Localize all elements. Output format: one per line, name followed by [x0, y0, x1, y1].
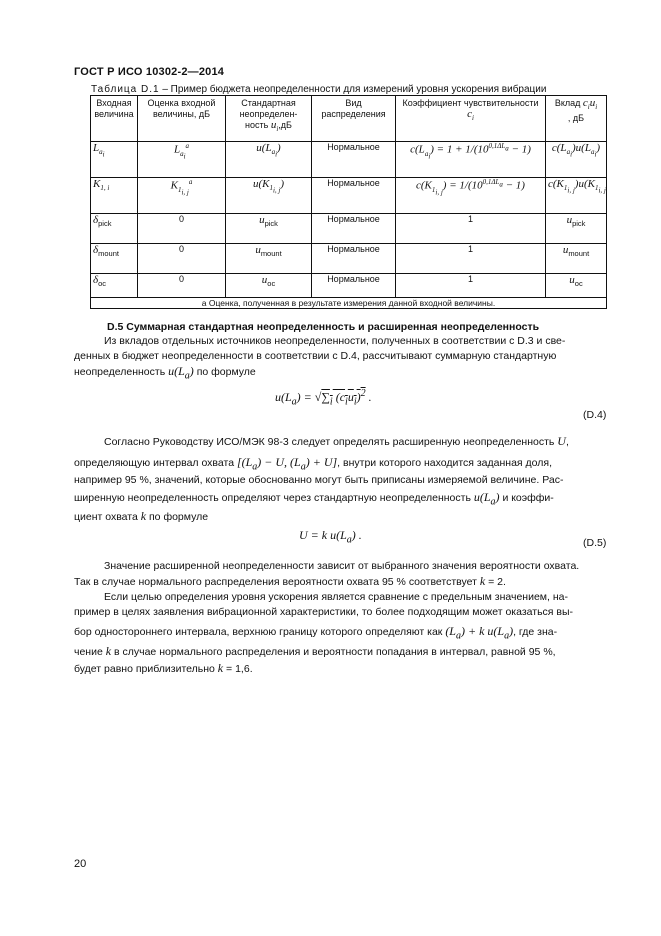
uncertainty-budget-table — [90, 95, 607, 309]
p4-line-b: пример в целях заявления вибрационной характеристики, то более подходящим может оказаться вы- — [74, 606, 574, 618]
cell-contrib-oc: $u_{ос}$ — [546, 274, 607, 298]
table-row — [91, 178, 607, 214]
p2-line-a: Согласно Руководству ИСО/МЭК 98-3 следует определять расширенную неопределенность U, — [104, 434, 569, 448]
p4-text-e: чение — [74, 646, 103, 658]
p4-line-e — [74, 644, 556, 660]
col-header-sensitivity — [396, 96, 546, 142]
p2-text-b: определяющую интервал охвата — [74, 457, 235, 469]
col-header-estimate: Оценка входной величины, дБ — [138, 96, 226, 142]
col3-symbol: $u_i$ — [270, 119, 279, 134]
cell-estimate-pick: 0 — [138, 214, 226, 244]
p2-text-e: ширенную неопределенность определяют через стандартную неопределенность — [74, 492, 471, 504]
col3-part2: ность — [245, 120, 269, 130]
p2-text-g: циент охвата — [74, 511, 138, 523]
p4-text-c: бор одностороннего интервала, верхнюю границу которого определяют как — [74, 626, 443, 638]
page-number: 20 — [74, 858, 87, 870]
table-caption-label: Таблица D.1 — [91, 84, 160, 95]
col-header-input: Входная величина — [91, 96, 138, 142]
formula-u-La-2: $u(L_a)$ — [473, 490, 500, 508]
table-header-row — [91, 96, 607, 142]
cell-symbol-oc: $\delta_{ос}$ — [91, 274, 138, 298]
col3-part1: Стандартная неопределен- — [239, 98, 298, 119]
p1-text-c: неопределенность — [74, 366, 166, 378]
p4-text-d: , где зна- — [513, 626, 558, 638]
cell-coef-K: $c(K_{1_{i, j}}) = 1/(10^{0,1\Delta L_a} - 1)$ — [396, 178, 546, 214]
table-row — [91, 214, 607, 244]
formula-d4: $u(L_a) = √\sum_i$ $(c_iu_i)^2$ . — [275, 388, 372, 408]
paragraph-3 — [74, 559, 615, 590]
table-footnote: а Оценка, полученная в результате измерения данной входной величины. — [91, 298, 607, 309]
cell-uncertainty-La: $u(L_{a_i})$ — [226, 142, 312, 178]
table-row — [91, 244, 607, 274]
paragraph-1 — [74, 334, 615, 364]
cell-distribution: Нормальное — [312, 178, 396, 214]
col-header-std-uncertainty — [226, 96, 312, 142]
p3-line-b — [74, 574, 615, 590]
p2-text-a: Согласно Руководству ИСО/МЭК 98-3 следует определять расширенную неопределенность — [104, 436, 555, 448]
cell-symbol-K: $K_{1, i}$ — [91, 178, 138, 214]
equation-number-d5: (D.5) — [583, 537, 607, 549]
cell-coef-pick: 1 — [396, 214, 546, 244]
p2-text-c: , внутри которого находится заданная доля, — [337, 457, 552, 469]
cell-distribution: Нормальное — [312, 244, 396, 274]
cell-symbol-La: $L_{a_i}$ — [91, 142, 138, 178]
col6-part1: Вклад — [554, 98, 581, 108]
p4-line-a: Если целью определения уровня ускорения является сравнение с предельным значением, на- — [104, 591, 568, 603]
paragraph-4 — [74, 590, 615, 620]
cell-coef-oc: 1 — [396, 274, 546, 298]
p1-line-c — [74, 364, 256, 383]
formula-upper-bound: $(L_a) + k$ $u(L_a)$ — [445, 624, 514, 642]
cell-symbol-mount: $\delta_{mount}$ — [91, 244, 138, 274]
formula-d5: U = k $u(L_a)$ . — [299, 528, 362, 546]
cell-symbol-pick: $\delta_{pick}$ — [91, 214, 138, 244]
col3-part3: ,дБ — [278, 120, 292, 130]
formula-interval: [$(L_a) - U$, $(L_a) + U$] — [236, 455, 338, 473]
document-header: ГОСТ Р ИСО 10302-2—2014 — [74, 66, 225, 78]
col-header-contribution — [546, 96, 607, 142]
table-caption-text: – Пример бюджета неопределенности для измерений уровня ускорения вибрации — [159, 84, 547, 95]
p2-line-e — [74, 490, 554, 509]
p1-text-d: по формуле — [196, 366, 256, 378]
col6-part2: , дБ — [567, 113, 585, 124]
symbol-k: k — [140, 509, 147, 523]
p1-line-b: денных в бюджет неопределенности в соответствии с D.4, рассчитывают суммарную стандартную — [74, 350, 557, 362]
symbol-k-2: k — [479, 574, 486, 588]
cell-estimate-K: $K_{1_{i, j}}^а$ — [138, 178, 226, 214]
cell-uncertainty-oc: $u_{ос}$ — [226, 274, 312, 298]
symbol-k-3: k — [105, 644, 112, 658]
cell-coef-La: $c(L_{a_i}) = 1 + 1/(10^{0,1\Delta L_a} - 1)$ — [396, 142, 546, 178]
cell-estimate-La: $L_{a_i}^а$ — [138, 142, 226, 178]
symbol-U: U — [557, 434, 566, 448]
p3-text-b: Так в случае нормального распределения вероятности охвата 95 % соответствует — [74, 576, 477, 588]
p2-line-g — [74, 509, 208, 525]
cell-uncertainty-mount: $u_{mount}$ — [226, 244, 312, 274]
symbol-k-4: k — [217, 661, 224, 675]
table-row — [91, 274, 607, 298]
table-footnote-row — [91, 298, 607, 309]
p1-line-a: Из вкладов отдельных источников неопределенности, полученных в соответствии с D.3 и све- — [104, 335, 566, 347]
table-caption — [91, 84, 546, 95]
p4-line-c — [74, 624, 557, 643]
cell-estimate-mount: 0 — [138, 244, 226, 274]
col5-label: Коэффициент чувствительности — [402, 98, 539, 108]
cell-contrib-pick: $u_{pick}$ — [546, 214, 607, 244]
table-row — [91, 142, 607, 178]
cell-contrib-mount: $u_{mount}$ — [546, 244, 607, 274]
cell-uncertainty-pick: $u_{pick}$ — [226, 214, 312, 244]
section-title: D.5 Суммарная стандартная неопределенность и расширенная неопределенность — [107, 321, 540, 333]
p2-text-f: и коэффи- — [502, 492, 554, 504]
equation-number-d4: (D.4) — [583, 409, 607, 421]
cell-estimate-oc: 0 — [138, 274, 226, 298]
formula-u-La: $u(L_a)$ — [168, 364, 194, 382]
cell-uncertainty-K: $u(K_{1_{i, j}})$ — [226, 178, 312, 214]
p3-line-a: Значение расширенной неопределенности зависит от выбранного значения вероятности охвата. — [104, 560, 580, 572]
col5-symbol: $c_i$ — [467, 108, 474, 123]
p3-text-c: = 2. — [488, 576, 506, 588]
p4-line-g — [74, 661, 253, 677]
cell-contrib-La: $c(L_{a_i})u(L_{a_i})$ — [546, 142, 607, 178]
cell-contrib-K: $c(K_{1_{i, j}})u(K_{1_{i, j}}$ — [546, 178, 607, 214]
cell-distribution: Нормальное — [312, 214, 396, 244]
cell-coef-mount: 1 — [396, 244, 546, 274]
col6-symbol: $c_iu_i$ — [582, 97, 598, 112]
p4-text-h: = 1,6. — [226, 663, 253, 675]
p2-line-b — [74, 455, 552, 474]
p2-text-h: по формуле — [149, 511, 209, 523]
cell-distribution: Нормальное — [312, 274, 396, 298]
p4-text-f: в случае нормального распределения и вероятности попадания в интервал, равной 95 %, — [114, 646, 556, 658]
cell-distribution: Нормальное — [312, 142, 396, 178]
p4-text-g: будет равно приблизительно — [74, 663, 215, 675]
p2-line-d: например 95 %, значений, которые обоснованно могут быть приписаны измеряемой величине. Рас- — [74, 474, 564, 486]
col-header-distribution: Вид распределения — [312, 96, 396, 142]
